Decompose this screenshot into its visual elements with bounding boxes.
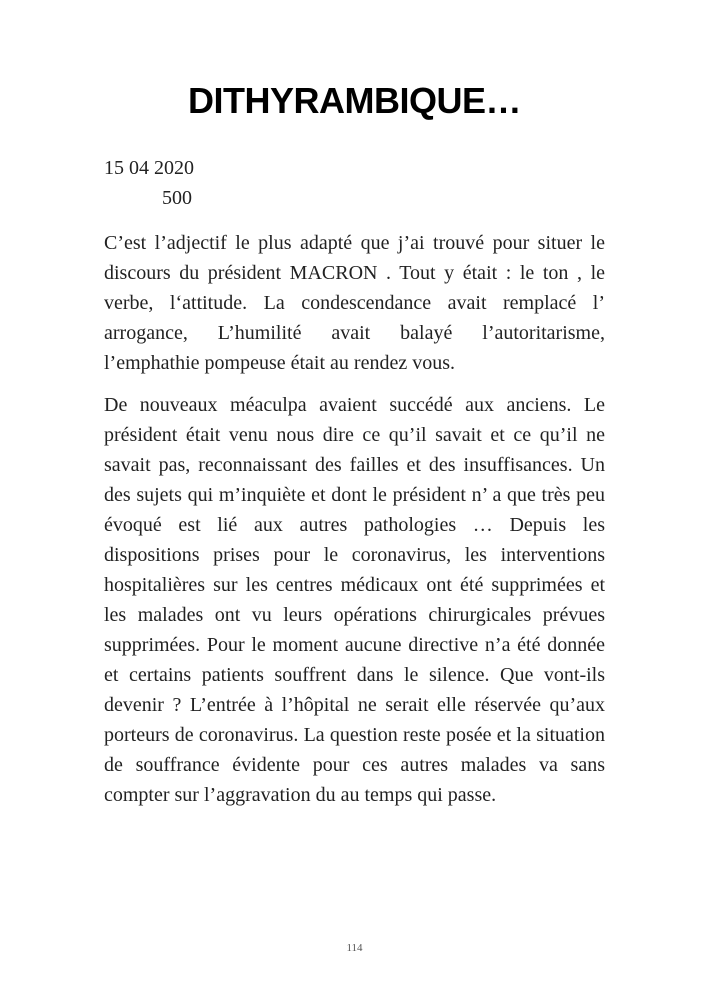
page-title: DITHYRAMBIQUE… bbox=[188, 80, 521, 121]
entry-number: 500 bbox=[162, 187, 192, 209]
paragraph: De nouveaux méaculpa avaient succédé aux anciens. Le président était venu nous dire ce qu’il savait et ce qu’il ne savait pas, reconnaissant des failles et des insuffisances. Un des sujets qui m’inquiète et dont le président n’ a que très peu évoqué est lié aux autres pathologies … Depuis les dispositions prises pour le coronavirus, les interventions hospitalières sur les centres médicaux ont été supprimées et les malades ont vu leurs opérations chirurgicales prévues supprimées. Pour le moment aucune directive n’a été donnée et certains patients souffrent dans le silence. Que vont-ils devenir ? L’entrée à l’hôpital ne serait elle réservée qu’aux porteurs de coronavirus. La question reste posée et la situation de souffrance évidente pour ces autres malades va sans compter sur l’aggravation du au temps qui passe. bbox=[104, 394, 605, 806]
entry-date: 15 04 2020 bbox=[104, 157, 194, 179]
page-number: 114 bbox=[346, 942, 363, 954]
paragraph: C’est l’adjectif le plus adapté que j’ai trouvé pour situer le discours du président MACRON . Tout y était : le ton , le verbe, l‘attitude. La condescendance avait remplacé l’ arrogance, L’humilité avait balayé l’autoritarisme, l’emphathie pompeuse était au rendez vous. bbox=[104, 232, 605, 374]
body-text bbox=[104, 228, 605, 810]
entry-meta bbox=[104, 153, 194, 213]
